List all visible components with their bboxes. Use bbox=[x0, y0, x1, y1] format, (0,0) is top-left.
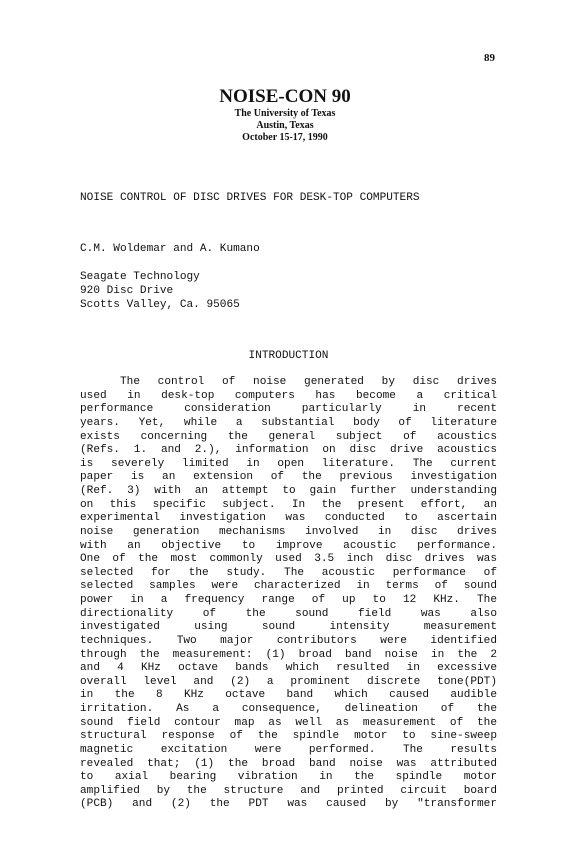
paragraph-line: revealed that; (1) the broad band noise was attributed bbox=[80, 757, 497, 770]
body-paragraph bbox=[80, 376, 497, 812]
paragraph-line: (Refs. 1. and 2.), information on disc drive acoustics bbox=[80, 444, 497, 457]
paragraph-line: sound field contour map as well as measurement of the bbox=[80, 716, 497, 729]
paragraph-line: exists concerning the general subject of acoustics bbox=[80, 430, 497, 443]
paragraph-line: One of the most commonly used 3.5 inch disc drives was bbox=[80, 553, 497, 566]
paragraph-line: experimental investigation was conducted to ascertain bbox=[80, 512, 497, 525]
paragraph-line: structural response of the spindle motor to sine-sweep bbox=[80, 730, 497, 743]
paragraph-line: techniques. Two major contributors were identified bbox=[80, 634, 497, 647]
paragraph-line: with an objective to improve acoustic performance. bbox=[80, 539, 497, 552]
conference-dates: October 15-17, 1990 bbox=[242, 132, 328, 143]
paragraph-line: noise generation mechanisms involved in disc drives bbox=[80, 525, 497, 538]
paragraph-line: to axial bearing vibration in the spindle motor bbox=[80, 771, 497, 784]
paragraph-line: selected samples were characterized in terms of sound bbox=[80, 580, 497, 593]
paragraph-line: paper is an extension of the previous investigation bbox=[80, 471, 497, 484]
affiliation-organization: Seagate Technology bbox=[80, 271, 200, 283]
paragraph-line: selected for the study. The acoustic performance of bbox=[80, 566, 497, 579]
conference-title: NOISE-CON 90 bbox=[219, 86, 351, 107]
section-heading: INTRODUCTION bbox=[248, 350, 329, 362]
page-number: 89 bbox=[484, 52, 495, 64]
paragraph-line: through the measurement: (1) broad band noise in the 2 bbox=[80, 648, 497, 661]
paragraph-line: used in desk-top computers has become a critical bbox=[80, 389, 497, 402]
conference-venue: The University of Texas bbox=[234, 108, 336, 119]
paragraph-line: (PCB) and (2) the PDT was caused by "transformer bbox=[80, 798, 497, 811]
paragraph-line: overall level and (2) a prominent discrete tone(PDT) bbox=[80, 675, 497, 688]
paragraph-line: and 4 KHz octave bands which resulted in excessive bbox=[80, 662, 497, 675]
paragraph-line: magnetic excitation were performed. The results bbox=[80, 743, 497, 756]
paragraph-line: is severely limited in open literature. The current bbox=[80, 457, 497, 470]
paragraph-line: on this specific subject. In the present effort, an bbox=[80, 498, 497, 511]
paragraph-line: years. Yet, while a substantial body of literature bbox=[80, 416, 497, 429]
paragraph-line: in the 8 KHz octave band which caused audible bbox=[80, 689, 497, 702]
paragraph-line: power in a frequency range of up to 12 KHz. The bbox=[80, 594, 497, 606]
authors: C.M. Woldemar and A. Kumano bbox=[80, 243, 260, 255]
conference-header bbox=[0, 86, 570, 144]
paragraph-line: amplified by the structure and printed circuit board bbox=[80, 784, 497, 797]
paper-title: NOISE CONTROL OF DISC DRIVES FOR DESK-TOP COMPUTERS bbox=[80, 192, 420, 204]
paragraph-line: investigated using sound intensity measurement bbox=[80, 621, 497, 634]
paragraph-line: irritation. As a consequence, delineation of the bbox=[80, 703, 497, 715]
affiliation-city: Scotts Valley, Ca. 95065 bbox=[80, 299, 240, 311]
conference-city: Austin, Texas bbox=[256, 120, 314, 131]
paragraph-line: The control of noise generated by disc drives bbox=[120, 376, 497, 388]
paragraph-line: performance consideration particularly in recent bbox=[80, 403, 497, 416]
paragraph-line: (Ref. 3) with an attempt to gain further understanding bbox=[80, 485, 497, 497]
affiliation-street: 920 Disc Drive bbox=[80, 285, 174, 297]
paragraph-line: directionality of the sound field was also bbox=[80, 607, 497, 620]
affiliation bbox=[80, 270, 240, 312]
